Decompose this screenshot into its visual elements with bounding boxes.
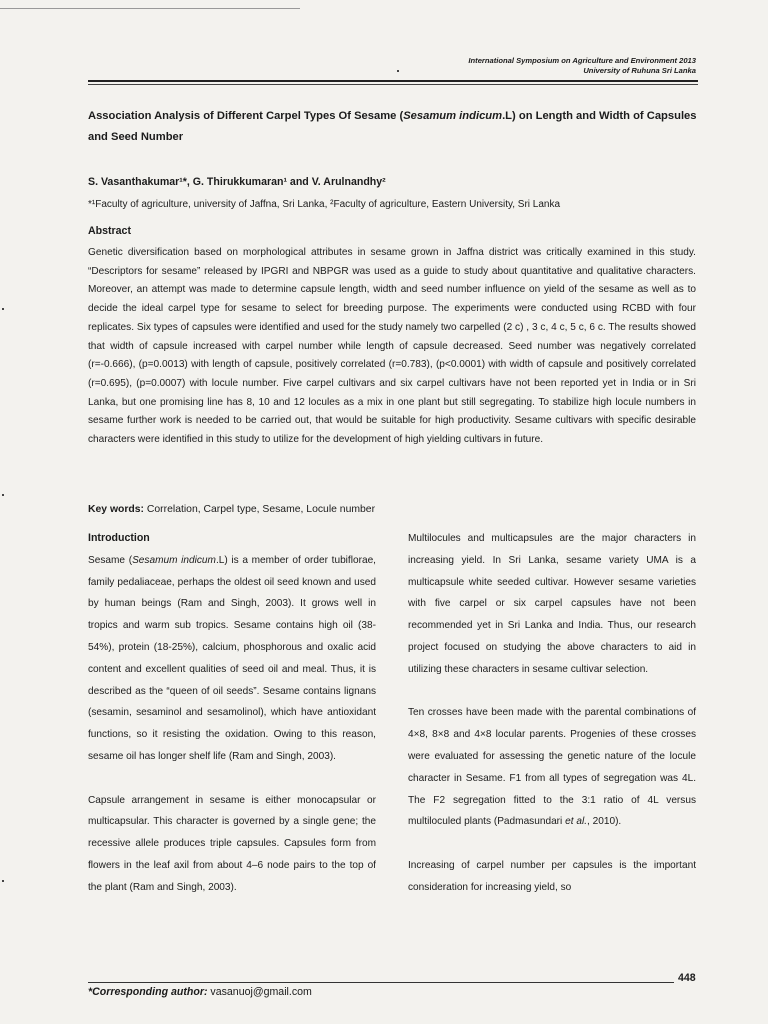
running-header: [468, 56, 696, 76]
intro-p1-b: .L) is a member of order tubiflorae, family pedaliaceae, perhaps the oldest oil seed known and used by human beings (Ram and Singh, 2003). It grows well in tropics and warm sub tropics. Sesame contains high oil (38-54%), protein (18-25%), calcium, phosphorous and oxalic acid content and excellent qualities of seed oil and meal. Thus, it is described as the “queen of oil seeds”. Sesame contains lignans (sesamin, sesaminol and sesamolinol), which have antioxidant functions, so it resisting the oxidation. Owing to this reason, sesame oil has longer shelf life (Ram and Singh, 2003).: [88, 554, 376, 762]
intro-r2-b: , 2010).: [587, 816, 622, 828]
header-conference: International Symposium on Agriculture and Environment 2013: [468, 56, 696, 65]
intro-paragraph-2: Capsule arrangement in sesame is either monocapsular or multicapsular. This character is governed by a single gene; the recessive allele produces triple capsules. Capsules form from flowers in the leaf axil from about 4–6 node pairs to the top of the plant (Ram and Singh, 2003).: [88, 794, 376, 893]
top-rule: [0, 8, 300, 9]
intro-paragraph-4: [408, 702, 696, 833]
keywords-text: Correlation, Carpel type, Sesame, Locule number: [144, 504, 376, 515]
abstract-heading: Abstract: [88, 225, 131, 237]
scan-speck: [397, 70, 399, 72]
page-number: 448: [678, 972, 696, 984]
scan-speck: [2, 494, 4, 496]
intro-paragraph-3: Multilocules and multicapsules are the major characters in increasing yield. In Sri Lanka, sesame variety UMA is a multicapsule white seeded cultivar. However sesame varieties with five carpel or six carpel capsules have not been recommended yet in Sri Lanka and India. Thus, our research project focused on studying the above characters to aid in utilizing these characters in sesame cultivar selection.: [408, 533, 696, 675]
intro-r2-etal: et al.: [565, 816, 587, 828]
keywords-label: Key words:: [88, 504, 145, 515]
intro-r2-a: Ten crosses have been made with the parental combinations of 4×8, 8×8 and 4×8 locular parents. Progenies of these crosses were evaluated for assessing the genetic nature of the locule character in Sesame. F1 from all types of segregation was 4L. The F2 segregation fitted to the 3:1 ratio of 4L versus multiloculed plants (Padmasundari: [408, 707, 696, 828]
author-email: vasanuoj@gmail.com: [207, 986, 312, 998]
abstract-text: Genetic diversification based on morphological attributes in sesame grown in Jaffna district was critically examined in this study. “Descriptors for sesame” released by IPGRI and NBPGR was used as a guide to study about quantitative and qualitative characters. Moreover, an attempt was made to determine capsule length, width and seed number influence on yield of the sesame as well as to decide the ideal carpel type for sesame to select for breeding purpose. The experiments were conducted using RCBD with four replicates. Six types of capsules were identified and used for the study namely two carpelled (2 c) , 3 c, 4 c, 5 c, 6 c. The results showed that width of capsule increased with carpel number while length of capsule decreased. Seed number was negatively correlated (r=-0.666), (p=0.0013) with length of capsule, positively correlated (r=0.783), (p<0.0001) with width of capsule and positively correlated (r=0.695), (p=0.0007) with locule number. Five carpel cultivars and six carpel cultivars have not been reported yet in India or in Sri Lanka, but one promising line has 8, 10 and 12 locules as a mix in one plant but still segregating. To stabilize high locule numbers in sesame further work is needed to be carried out, that would be suitable for high productivity. Sesame cultivars with specific desirable characters were identified in this study to utilize for the development of high yielding cultivars in future.: [88, 247, 696, 446]
authors: S. Vasanthakumar¹*, G. Thirukkumaran¹ and V. Arulnandhy²: [88, 176, 386, 188]
footnote-label: *Corresponding author:: [88, 986, 208, 998]
intro-p1-a: Sesame (: [88, 554, 133, 566]
intro-paragraph-1: [88, 550, 376, 768]
corresponding-author: [88, 986, 312, 998]
paper-title: [88, 106, 698, 148]
title-part1: Association Analysis of Different Carpel Types Of Sesame (: [88, 110, 404, 122]
header-rule-thin: [88, 84, 698, 85]
intro-p1-species: Sesamum indicum: [132, 554, 216, 566]
scan-speck: [2, 880, 4, 882]
footnote-rule: [88, 982, 674, 983]
keywords: [88, 504, 375, 515]
header-university: University of Ruhuna Sri Lanka: [583, 66, 696, 75]
left-column: [88, 528, 376, 899]
introduction-heading: Introduction: [88, 532, 150, 544]
title-part2: .L) on Length and Width of Capsules and Seed Number: [88, 110, 697, 143]
affiliation: *¹Faculty of agriculture, university of Jaffna, Sri Lanka, ²Faculty of agriculture, Eastern University, Sri Lanka: [88, 199, 561, 210]
intro-paragraph-5: Increasing of carpel number per capsules is the important consideration for increasing yield, so: [408, 859, 696, 893]
right-column: [408, 528, 696, 899]
title-species: Sesamum indicum: [403, 110, 503, 122]
header-rule: [88, 80, 698, 82]
scan-speck: [2, 308, 4, 310]
